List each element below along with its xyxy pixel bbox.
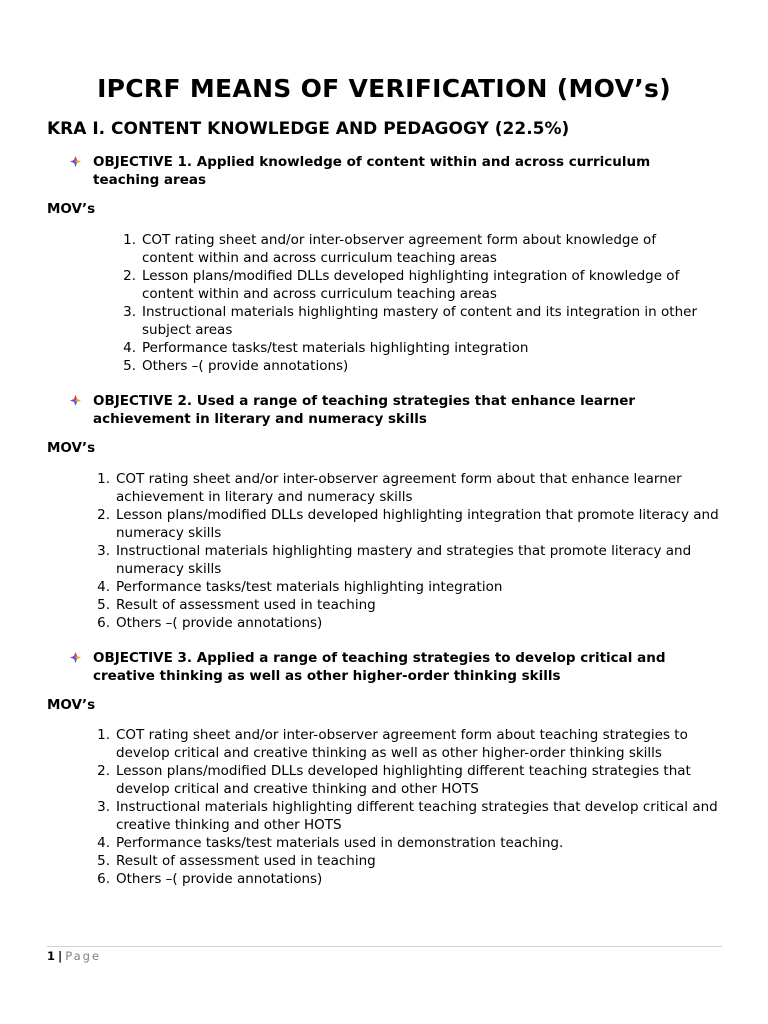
- page-number: 1: [47, 949, 56, 963]
- objective-2-text: OBJECTIVE 2. Used a range of teaching strategies that enhance learner achievement in literary and numeracy skills: [93, 393, 636, 427]
- list-item: 6. Others –( provide annotations): [97, 615, 323, 631]
- objective-2-heading: [70, 392, 710, 428]
- list-item: 5. Result of assessment used in teaching: [97, 853, 376, 869]
- list-item: 1. COT rating sheet and/or inter-observer agreement form about teaching strategies to develop critical and creative thinking as well as other higher-order thinking skills: [97, 727, 688, 761]
- four-color-bullet-icon: [70, 652, 81, 663]
- list-item: 2. Lesson plans/modified DLLs developed highlighting different teaching strategies that develop critical and creative thinking and other HOTS: [97, 763, 691, 797]
- page-footer: [47, 949, 101, 963]
- page-title: IPCRF MEANS OF VERIFICATION (MOV’s): [97, 74, 671, 103]
- kra-heading: KRA I. CONTENT KNOWLEDGE AND PEDAGOGY (22.5%): [47, 119, 570, 139]
- page-word: Page: [65, 949, 102, 963]
- objective-1-text: OBJECTIVE 1. Applied knowledge of content within and across curriculum teaching areas: [93, 154, 651, 188]
- four-color-bullet-icon: [70, 156, 81, 167]
- four-color-bullet-icon: [70, 395, 81, 406]
- list-item: 3. Instructional materials highlighting mastery and strategies that promote literacy and numeracy skills: [97, 543, 692, 577]
- list-item: 5. Result of assessment used in teaching: [97, 597, 376, 613]
- movs-label-2: MOV’s: [47, 440, 96, 456]
- objective-3-text: OBJECTIVE 3. Applied a range of teaching strategies to develop critical and creative thinking as well as other higher-order thinking skills: [93, 650, 666, 684]
- mov-list-3: [90, 726, 722, 888]
- list-item: 4. Performance tasks/test materials highlighting integration: [123, 340, 529, 356]
- list-item: 4. Performance tasks/test materials highlighting integration: [97, 579, 503, 595]
- movs-label-3: MOV’s: [47, 697, 96, 713]
- footer-divider: [47, 946, 722, 947]
- mov-list-1: [116, 231, 706, 375]
- list-item: 3. Instructional materials highlighting mastery of content and its integration in other subject areas: [123, 304, 697, 338]
- objective-1-heading: [70, 153, 710, 189]
- footer-separator: |: [58, 949, 63, 963]
- list-item: 3. Instructional materials highlighting different teaching strategies that develop critical and creative thinking and other HOTS: [97, 799, 718, 833]
- list-item: 6. Others –( provide annotations): [97, 871, 323, 887]
- list-item: 1. COT rating sheet and/or inter-observer agreement form about knowledge of content within and across curriculum teaching areas: [123, 232, 657, 266]
- mov-list-2: [90, 470, 722, 632]
- objective-3-heading: [70, 649, 710, 685]
- list-item: 4. Performance tasks/test materials used in demonstration teaching.: [97, 835, 564, 851]
- movs-label-1: MOV’s: [47, 201, 96, 217]
- list-item: 2. Lesson plans/modified DLLs developed highlighting integration that promote literacy and numeracy skills: [97, 507, 719, 541]
- list-item: 5. Others –( provide annotations): [123, 358, 349, 374]
- list-item: 2. Lesson plans/modified DLLs developed highlighting integration of knowledge of content within and across curriculum teaching areas: [123, 268, 680, 302]
- list-item: 1. COT rating sheet and/or inter-observer agreement form about that enhance learner achievement in literary and numeracy skills: [97, 471, 682, 505]
